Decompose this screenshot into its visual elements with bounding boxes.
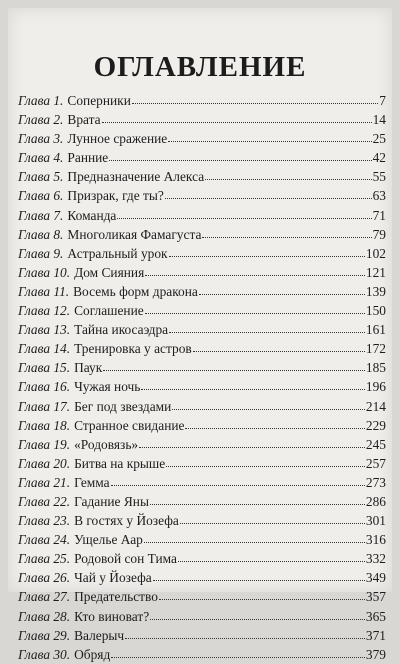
page-number: 371 <box>365 627 386 643</box>
dot-leader <box>202 225 371 238</box>
dot-leader <box>185 416 364 429</box>
chapter-title: Ранние <box>67 150 109 166</box>
page-number: 71 <box>372 207 386 223</box>
page-number: 55 <box>372 169 386 185</box>
chapter-label: Глава 27. <box>18 589 71 605</box>
toc-entry <box>18 110 386 129</box>
chapter-label: Глава 7. <box>18 207 64 223</box>
toc-entry <box>18 473 386 492</box>
chapter-label: Глава 19. <box>18 436 71 452</box>
chapter-label: Глава 2. <box>18 112 64 128</box>
page-number: 257 <box>365 455 386 471</box>
dot-leader <box>172 397 365 410</box>
chapter-label: Глава 8. <box>18 226 64 242</box>
chapter-title: Предательство <box>74 589 158 605</box>
chapter-label: Глава 17. <box>18 398 71 414</box>
page-number: 332 <box>365 551 386 567</box>
toc-entry <box>18 454 386 473</box>
chapter-label: Глава 20. <box>18 455 71 471</box>
dot-leader <box>145 302 365 315</box>
dot-leader <box>180 512 365 525</box>
chapter-title: Гадание Яны <box>74 493 149 509</box>
toc-entry <box>18 91 386 110</box>
dot-leader <box>111 473 365 486</box>
chapter-label: Глава 3. <box>18 131 64 147</box>
chapter-label: Глава 25. <box>18 551 71 567</box>
dot-leader <box>166 454 365 467</box>
page-number: 245 <box>365 436 386 452</box>
chapter-title: Предназначение Алекса <box>67 169 205 185</box>
chapter-title: Обряд <box>74 646 111 662</box>
page-number: 7 <box>379 93 386 108</box>
chapter-title: Валерыч <box>74 627 125 643</box>
dot-leader <box>144 531 365 544</box>
page-title: ОГЛАВЛЕНИЕ <box>93 51 307 83</box>
dot-leader <box>109 149 371 162</box>
toc-entry <box>18 244 386 263</box>
page-number: 63 <box>372 188 386 204</box>
chapter-title: Ущелье Аар <box>74 532 143 548</box>
chapter-label: Глава 6. <box>18 188 64 204</box>
dot-leader <box>169 321 365 334</box>
chapter-title: Восемь форм дракона <box>73 283 198 299</box>
dot-leader <box>159 588 365 601</box>
page-number: 150 <box>365 303 386 319</box>
chapter-label: Глава 16. <box>18 379 71 395</box>
page-number: 139 <box>365 283 386 299</box>
page-number: 301 <box>365 513 386 529</box>
dot-leader <box>141 378 365 391</box>
chapter-title: Чай у Йозефа <box>74 570 152 586</box>
dot-leader <box>117 206 371 219</box>
dot-leader <box>199 283 365 296</box>
chapter-title: Кто виноват? <box>74 608 150 624</box>
page-number: 273 <box>365 474 386 490</box>
dot-leader <box>111 645 365 658</box>
page-number: 172 <box>365 341 386 357</box>
chapter-title: Родовой сон Тима <box>74 551 177 567</box>
chapter-label: Глава 23. <box>18 513 71 529</box>
dot-leader <box>132 92 378 105</box>
table-of-contents <box>18 91 386 664</box>
page-number: 379 <box>365 646 386 662</box>
toc-entry <box>18 645 386 664</box>
page-number: 214 <box>365 398 386 414</box>
toc-entry <box>18 206 386 225</box>
chapter-title: Тренировка у астров <box>74 341 192 357</box>
toc-entry <box>18 568 386 587</box>
chapter-title: Паук <box>74 360 103 376</box>
toc-entry <box>18 530 386 549</box>
toc-entry <box>18 626 386 645</box>
chapter-title: Астральный урок <box>67 245 168 261</box>
chapter-label: Глава 21. <box>18 474 71 490</box>
dot-leader <box>139 435 365 448</box>
dot-leader <box>125 626 365 639</box>
toc-entry <box>18 435 386 454</box>
chapter-label: Глава 4. <box>18 150 64 166</box>
page-number: 185 <box>365 360 386 376</box>
toc-entry <box>18 320 386 339</box>
toc-entry <box>18 263 386 282</box>
chapter-label: Глава 5. <box>18 169 64 185</box>
chapter-title: Тайна икосаэдра <box>74 322 169 338</box>
page-number: 349 <box>365 570 386 586</box>
dot-leader <box>193 340 365 353</box>
toc-entry <box>18 282 386 301</box>
chapter-label: Глава 9. <box>18 245 64 261</box>
chapter-title: Дом Сияния <box>74 264 145 280</box>
chapter-title: Битва на крыше <box>74 455 166 471</box>
toc-entry <box>18 167 386 186</box>
chapter-label: Глава 28. <box>18 608 71 624</box>
chapter-title: Призрак, где ты? <box>67 188 164 204</box>
toc-entry <box>18 587 386 606</box>
page-number: 229 <box>365 417 386 433</box>
chapter-title: Гемма <box>74 474 110 490</box>
page-number: 196 <box>365 379 386 395</box>
chapter-label: Глава 29. <box>18 627 71 643</box>
chapter-title: Врата <box>67 112 101 128</box>
dot-leader <box>145 263 365 276</box>
page-number: 79 <box>372 226 386 242</box>
chapter-label: Глава 11. <box>18 283 70 299</box>
chapter-title: В гостях у Йозефа <box>74 513 179 529</box>
page-number: 14 <box>372 112 386 128</box>
toc-entry <box>18 511 386 530</box>
chapter-title: «Родовязь» <box>74 436 139 452</box>
toc-entry <box>18 377 386 396</box>
chapter-label: Глава 18. <box>18 417 71 433</box>
page-number: 286 <box>365 493 386 509</box>
toc-entry <box>18 492 386 511</box>
chapter-title: Многоликая Фамагуста <box>67 226 202 242</box>
toc-entry <box>18 225 386 244</box>
chapter-label: Глава 26. <box>18 570 71 586</box>
chapter-label: Глава 10. <box>18 264 71 280</box>
chapter-label: Глава 14. <box>18 341 71 357</box>
chapter-label: Глава 13. <box>18 322 71 338</box>
toc-entry <box>18 339 386 358</box>
dot-leader <box>169 244 365 257</box>
toc-entry <box>18 301 386 320</box>
dot-leader <box>165 187 372 200</box>
chapter-title: Команда <box>67 207 117 223</box>
chapter-title: Чужая ночь <box>74 379 141 395</box>
dot-leader <box>150 607 365 620</box>
dot-leader <box>205 168 371 181</box>
dot-leader <box>102 111 372 124</box>
chapter-title: Странное свидание <box>74 417 185 433</box>
toc-entry <box>18 397 386 416</box>
dot-leader <box>153 569 365 582</box>
chapter-label: Глава 1. <box>18 93 64 108</box>
toc-entry <box>18 186 386 205</box>
chapter-label: Глава 15. <box>18 360 71 376</box>
toc-entry <box>18 358 386 377</box>
dot-leader <box>150 493 365 506</box>
page-number: 42 <box>372 150 386 166</box>
page-number: 161 <box>365 322 386 338</box>
toc-entry <box>18 129 386 148</box>
page-number: 357 <box>365 589 386 605</box>
chapter-title: Соглашение <box>74 303 144 319</box>
page-number: 102 <box>365 245 386 261</box>
chapter-label: Глава 12. <box>18 303 71 319</box>
dot-leader <box>103 359 365 372</box>
chapter-label: Глава 24. <box>18 532 71 548</box>
dot-leader <box>178 550 365 563</box>
chapter-title: Соперники <box>67 93 131 108</box>
toc-entry <box>18 148 386 167</box>
chapter-title: Лунное сражение <box>67 131 168 147</box>
toc-entry <box>18 416 386 435</box>
page-number: 25 <box>372 131 386 147</box>
dot-leader <box>168 130 371 143</box>
toc-entry <box>18 549 386 568</box>
page-number: 121 <box>365 264 386 280</box>
chapter-label: Глава 22. <box>18 493 71 509</box>
chapter-label: Глава 30. <box>18 646 71 662</box>
chapter-title: Бег под звездами <box>74 398 172 414</box>
page-number: 316 <box>365 532 386 548</box>
toc-entry <box>18 607 386 626</box>
page-number: 365 <box>365 608 386 624</box>
